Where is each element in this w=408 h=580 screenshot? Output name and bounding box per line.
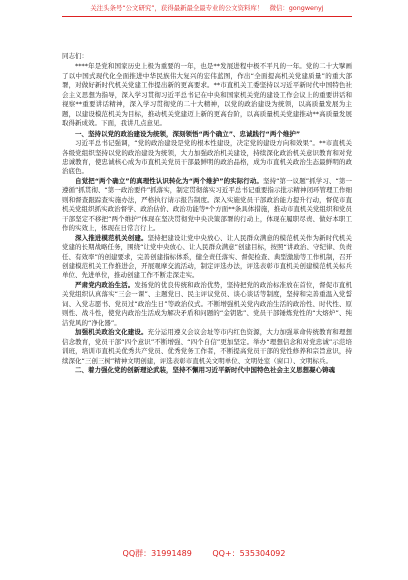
paragraph-lead: 严肃党内政治生活。 (75, 280, 135, 289)
paragraph-intro: ****年是党和国家历史上极为重要的一年，也是**发展进程中极不平凡的一年。党的二十大擘画了以中国式现代化全面推进中华民族伟大复兴的宏伟蓝图，作出“全面提高机关党建质量”的重大部署，对做好新时代机关党建工作提出新的更高要求。**市直机关工委坚持以习近平新时代中国特色社会主义思想为指导，深入学习贯彻习近平总书记在中央和国家机关党的建设工作会议上的重要讲话和视察**重要讲话精神，深入学习贯彻党的二十大精神，以党的政治建设为统领，以高质量发展为主题，以建设模范机关为目标，推动机关党建迈上新的更高台阶，以高质量机关党建推动**高质量发展取得新成效。下面，我讲几点意见。 (62, 62, 352, 128)
salutation: 同志们： (62, 52, 88, 60)
document-body (62, 52, 352, 375)
header-banner: 关注头条号“公文研究”，获得最新最全最专业的公文资料库！ 微信：gongwenyj (90, 4, 324, 12)
header-rule (62, 16, 352, 17)
paragraph-text: 发扬党的优良传统和政治优势，坚持把党的政治标准放在首位，督促市直机关党组织认真落实“三会一课”、主题党日、民主评议党员、谈心谈话等制度，坚持和完善重温入党誓词、入党志愿书、党员过“政治生日”等政治仪式。不断增强机关党内政治生活的政治性、时代性、原则性、战斗性，使党内政治生活成为解决矛盾和问题的“金钥匙”、党员干部锤炼党性的“大熔炉”、纯洁党风的“净化器”。 (62, 280, 353, 327)
paragraph-text: 坚持把建设让党中央放心、让人民群众满意的模范机关作为新时代机关党建的长期战略任务，围绕“让党中央放心、让人民群众满意”创建目标，按照“讲政治、守纪律、负责任、有效率”的创建要求，完善创建指标体系，健全责任落实、督促检查、典型激励等工作机制，召开创建模范机关工作推进会，开展观摩交流活动，制定评选办法，评选表彰市直机关创建模范机关标兵单位、先进单位，推动创建工作不断走深走实。 (62, 233, 353, 280)
section-heading-1: 一、坚持以党的政治建设为统领，深刻领悟“两个确立”、忠诚践行“两个维护” (75, 129, 301, 138)
footer-contact (0, 549, 408, 559)
paragraph-lead: 自觉把“两个确立”的真理性认识转化为“两个维护”的实际行动。 (75, 176, 263, 185)
footer-qq-plus: QQ+：535304092 (212, 549, 286, 558)
paragraph-lead: 加强机关政治文化建设。 (75, 328, 148, 337)
paragraph-two-establishes (62, 177, 352, 234)
paragraph-political-building: 习近平总书记强调，“党的政治建设是党的根本性建设，决定党的建设方向和效果”。**市直机关各级党组织坚持以党的政治建设为统领，大力加强政治机关建设，持续深化政治机关意识教育和对党忠诚教育，使忠诚核心成为市直机关党员干部最鲜明的政治品格，成为市直机关政治生态最鲜明的政治底色。 (62, 139, 352, 176)
paragraph-political-culture (62, 328, 352, 366)
paragraph-text: 坚持“第一议题”抓学习、“第一遵循”抓贯彻、“第一政治要件”抓落实，制定贯彻落实习近平总书记重要指示批示精神闭环管理工作细则和督查跟踪查实施办法，严格执行请示报告制度。深入实施党员干部政治能力提升行动，督促市直机关党组织抓实政治督学、政治估价、政治功能等*个方面**条具体措施，推动市直机关党组织和党员干部坚定不移把“两个维护”体现在坚决贯彻党中央决策部署的行动上，体现在履职尽责、做好本职工作的实效上，体现在日常言行上。 (62, 176, 352, 233)
paragraph-text: 充分运用遵义会议会址等市内红色资源，大力加强革命传统教育和理想信念教育，党员干部“四个意识”不断增强、“四个自信”更加坚定。举办“理想信念和对党忠诚”示范培训班，培训市直机关优秀共产党员、优秀党务工作者，不断提高党员干部的党性修养和宗旨意识，持续深化“三创三树”精神文明创建，评选表彰市直机关文明单位、文明处室（窗口）、文明标兵。 (62, 328, 353, 365)
paragraph-party-life (62, 281, 352, 328)
footer-qq-group: QQ群：31991489 (122, 549, 192, 558)
section-heading-2: 二、着力强化党的创新理论武装，坚持不懈用习近平新时代中国特色社会主义思想凝心铸魂 (75, 365, 335, 374)
paragraph-lead: 深入推进模范机关创建。 (75, 233, 148, 242)
paragraph-model-organs (62, 234, 352, 281)
